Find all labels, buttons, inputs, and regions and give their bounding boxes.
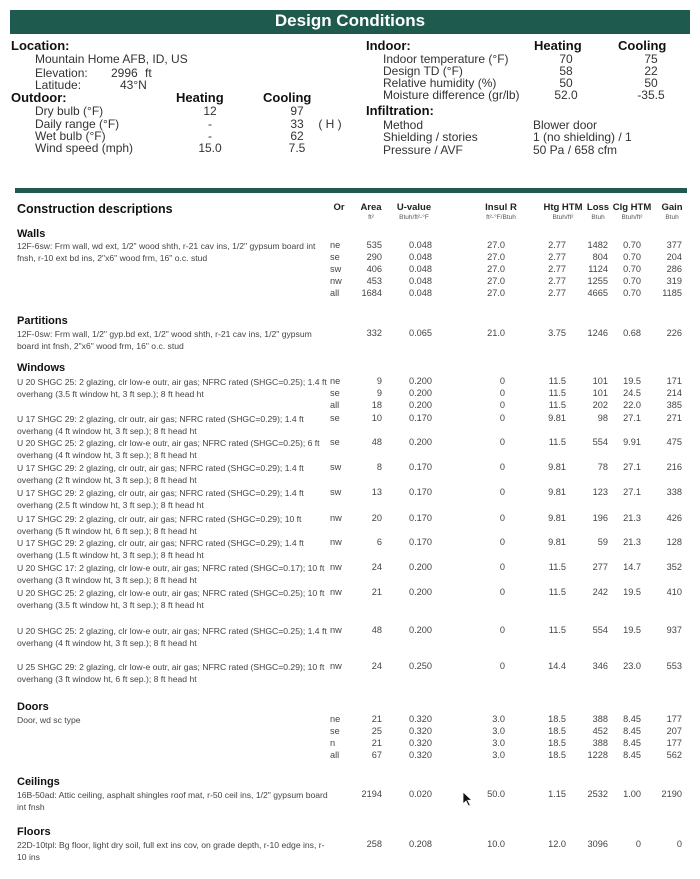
- area-cell: 9: [376, 376, 382, 386]
- u-cell: 0.170: [409, 462, 432, 472]
- section-heading: Floors: [17, 826, 51, 838]
- gain-cell: 214: [666, 388, 682, 398]
- col-uvalue: U-value: [396, 202, 432, 213]
- r-cell: 27.0: [487, 252, 505, 262]
- u-cell: 0.200: [409, 587, 432, 597]
- gain-cell: 2190: [661, 789, 682, 799]
- htg-cell: 9.81: [548, 513, 566, 523]
- u-cell: 0.048: [409, 276, 432, 286]
- orientation-cell: nw: [330, 537, 342, 547]
- outdoor-row-extra: ( H ): [318, 117, 342, 131]
- area-cell: 25: [371, 726, 382, 736]
- clg-cell: 23.0: [623, 661, 641, 671]
- outdoor-row-label: Dry bulb (°F): [35, 104, 104, 118]
- clg-cell: 27.1: [623, 413, 641, 423]
- u-cell: 0.200: [409, 400, 432, 410]
- clg-cell: 0.68: [623, 328, 641, 338]
- r-cell: 10.0: [487, 839, 505, 849]
- htg-cell: 12.0: [548, 839, 566, 849]
- htg-cell: 11.5: [548, 388, 566, 398]
- area-cell: 290: [366, 252, 382, 262]
- elevation-value: 2996: [111, 66, 138, 80]
- r-cell: 21.0: [487, 328, 505, 338]
- clg-cell: 19.5: [623, 376, 641, 386]
- gain-cell: 426: [666, 513, 682, 523]
- gain-cell: 204: [666, 252, 682, 262]
- loss-cell: 554: [592, 437, 608, 447]
- elevation-label: Elevation:: [35, 66, 88, 80]
- clg-cell: 1.00: [623, 789, 641, 799]
- loss-cell: 123: [592, 487, 608, 497]
- outdoor-row-heating: 15.0: [198, 141, 222, 155]
- loss-cell: 202: [592, 400, 608, 410]
- gain-cell: 216: [666, 462, 682, 472]
- gain-cell: 0: [676, 839, 682, 849]
- loss-cell: 59: [597, 537, 608, 547]
- area-cell: 6: [376, 537, 382, 547]
- loss-cell: 1228: [587, 750, 608, 760]
- orientation-cell: ne: [330, 714, 341, 724]
- orientation-cell: nw: [330, 587, 342, 597]
- htg-cell: 11.5: [548, 587, 566, 597]
- u-cell: 0.320: [409, 714, 432, 724]
- outdoor-col-cooling: Cooling: [263, 90, 312, 105]
- area-cell: 258: [366, 839, 382, 849]
- htg-cell: 2.77: [548, 240, 566, 250]
- outdoor-row-label: Daily range (°F): [35, 117, 120, 131]
- u-cell: 0.065: [409, 328, 432, 338]
- orientation-cell: all: [330, 288, 340, 298]
- col-insul-unit: ft²-°F/Btuh: [486, 214, 516, 221]
- r-cell: 0: [499, 661, 505, 671]
- htg-cell: 2.77: [548, 276, 566, 286]
- indoor-row-heating: 70: [559, 52, 573, 66]
- loss-cell: 388: [592, 738, 608, 748]
- u-cell: 0.200: [409, 562, 432, 572]
- htg-cell: 2.77: [548, 264, 566, 274]
- loss-cell: 346: [592, 661, 608, 671]
- loss-cell: 242: [592, 587, 608, 597]
- gain-cell: 553: [666, 661, 682, 671]
- outdoor-row-cooling: 7.5: [288, 141, 306, 155]
- u-cell: 0.320: [409, 726, 432, 736]
- u-cell: 0.170: [409, 513, 432, 523]
- htg-cell: 1.15: [548, 789, 566, 799]
- r-cell: 27.0: [487, 276, 505, 286]
- outdoor-row-cooling: 97: [290, 104, 304, 118]
- section-divider: [15, 188, 687, 193]
- orientation-cell: nw: [330, 562, 342, 572]
- r-cell: 27.0: [487, 288, 505, 298]
- area-cell: 20: [371, 513, 382, 523]
- infiltration-heading: Infiltration:: [366, 103, 434, 118]
- clg-cell: 0.70: [623, 288, 641, 298]
- u-cell: 0.320: [409, 738, 432, 748]
- u-cell: 0.048: [409, 288, 432, 298]
- loss-cell: 1482: [587, 240, 608, 250]
- u-cell: 0.048: [409, 264, 432, 274]
- clg-cell: 21.3: [623, 513, 641, 523]
- construction-description: U 17 SHGC 29: 2 glazing, clr outr, air gas; NFRC rated (SHGC=0.29); 10 ft overhang (5 ft window ht, 6 ft sep.); 8 ft head ht: [17, 514, 302, 536]
- htg-cell: 9.81: [548, 537, 566, 547]
- latitude-label: Latitude:: [35, 78, 82, 92]
- outdoor-row-heating: -: [208, 129, 212, 143]
- area-cell: 332: [366, 328, 382, 338]
- clg-cell: 27.1: [623, 487, 641, 497]
- gain-cell: 286: [666, 264, 682, 274]
- indoor-col-cooling: Cooling: [618, 38, 667, 53]
- clg-cell: 14.7: [623, 562, 641, 572]
- htg-cell: 2.77: [548, 252, 566, 262]
- gain-cell: 271: [666, 413, 682, 423]
- col-clg: Clg HTM: [612, 202, 652, 213]
- u-cell: 0.170: [409, 487, 432, 497]
- area-cell: 13: [371, 487, 382, 497]
- loss-cell: 3096: [587, 839, 608, 849]
- loss-cell: 101: [592, 376, 608, 386]
- r-cell: 0: [499, 462, 505, 472]
- gain-cell: 338: [666, 487, 682, 497]
- htg-cell: 9.81: [548, 487, 566, 497]
- construction-description: Door, wd sc type: [17, 715, 81, 725]
- htg-cell: 11.5: [548, 376, 566, 386]
- infiltration-row-label: Method: [383, 118, 424, 132]
- clg-cell: 8.45: [623, 714, 641, 724]
- construction-title: Construction descriptions: [17, 202, 173, 216]
- gain-cell: 319: [666, 276, 682, 286]
- clg-cell: 21.3: [623, 537, 641, 547]
- u-cell: 0.320: [409, 750, 432, 760]
- u-cell: 0.048: [409, 240, 432, 250]
- area-cell: 24: [371, 562, 382, 572]
- construction-description: U 17 SHGC 29: 2 glazing, clr outr, air gas; NFRC rated (SHGC=0.29); 1.4 ft overhang (1.5 ft window ht, 3 ft sep.); 8 ft head ht: [17, 538, 304, 560]
- clg-cell: 19.5: [623, 587, 641, 597]
- construction-description: U 17 SHGC 29: 2 glazing, clr outr, air gas; NFRC rated (SHGC=0.29); 1.4 ft overhang (4 ft window ht, 3 ft sep.); 8 ft head ht: [17, 414, 304, 436]
- construction-description: 22D-10tpl: Bg floor, light dry soil, full ext ins cov, on grade depth, r-10 edge ins, r-10 ins: [17, 840, 325, 862]
- col-loss: Loss: [586, 202, 610, 213]
- area-cell: 9: [376, 388, 382, 398]
- section-heading: Doors: [17, 701, 49, 713]
- u-cell: 0.208: [409, 839, 432, 849]
- construction-description: U 20 SHGC 25: 2 glazing, clr low-e outr, air gas; NFRC rated (SHGC=0.25); 1.4 ft overhang (4 ft window ht, 3 ft sep.); 8 ft head ht: [17, 626, 327, 648]
- area-cell: 453: [366, 276, 382, 286]
- gain-cell: 385: [666, 400, 682, 410]
- section-heading: Partitions: [17, 315, 68, 327]
- indoor-row-cooling: 75: [644, 52, 658, 66]
- indoor-col-heating: Heating: [534, 38, 582, 53]
- indoor-row-label: Indoor temperature (°F): [383, 52, 509, 66]
- construction-description: U 20 SHGC 17: 2 glazing, clr low-e outr, air gas; NFRC rated (SHGC=0.17); 10 ft overhang (3 ft window ht, 3 ft sep.); 8 ft head ht: [17, 563, 325, 585]
- clg-cell: 8.45: [623, 750, 641, 760]
- mouse-cursor-icon: [462, 791, 474, 807]
- r-cell: 0: [499, 625, 505, 635]
- construction-description: 12F-0sw: Frm wall, 1/2" gyp.bd ext, 1/2" wood shth, r-21 cav ins, 1/2" gypsum board int fnsh, 2"x6" wood frm, 16" o.c. stud: [17, 329, 312, 351]
- gain-cell: 475: [666, 437, 682, 447]
- clg-cell: 0.70: [623, 276, 641, 286]
- col-or: Or: [333, 202, 345, 213]
- indoor-row-label: Relative humidity (%): [383, 76, 497, 90]
- col-htg: Htg HTM: [543, 202, 583, 213]
- htg-cell: 9.81: [548, 462, 566, 472]
- gain-cell: 177: [666, 738, 682, 748]
- area-cell: 48: [371, 437, 382, 447]
- orientation-cell: se: [330, 388, 340, 398]
- r-cell: 27.0: [487, 264, 505, 274]
- htg-cell: 11.5: [548, 625, 566, 635]
- r-cell: 0: [499, 388, 505, 398]
- gain-cell: 1185: [662, 288, 682, 298]
- orientation-cell: se: [330, 252, 340, 262]
- htg-cell: 3.75: [548, 328, 566, 338]
- location-heading: Location:: [11, 38, 70, 53]
- orientation-cell: nw: [330, 625, 342, 635]
- construction-description: U 20 SHGC 25: 2 glazing, clr low-e outr, air gas; NFRC rated (SHGC=0.25); 1.4 ft overhang (3.5 ft window ht, 3 ft sep.); 8 ft head ht: [17, 377, 327, 399]
- orientation-cell: nw: [330, 276, 342, 286]
- clg-cell: 0.70: [623, 252, 641, 262]
- orientation-cell: sw: [330, 264, 342, 274]
- htg-cell: 11.5: [548, 562, 566, 572]
- col-area: Area: [360, 202, 382, 213]
- area-cell: 24: [371, 661, 382, 671]
- page-title: Design Conditions: [274, 11, 426, 30]
- outdoor-row-heating: -: [208, 117, 212, 131]
- u-cell: 0.200: [409, 437, 432, 447]
- loss-cell: 196: [592, 513, 608, 523]
- r-cell: 50.0: [487, 789, 505, 799]
- orientation-cell: n: [330, 738, 336, 748]
- r-cell: 27.0: [487, 240, 505, 250]
- infiltration-row-value: 1 (no shielding) / 1: [533, 130, 632, 144]
- htg-cell: 2.77: [548, 288, 566, 298]
- indoor-row-label: Moisture difference (gr/lb): [383, 88, 520, 102]
- r-cell: 0: [499, 487, 505, 497]
- construction-description: U 20 SHGC 25: 2 glazing, clr low-e outr, air gas; NFRC rated (SHGC=0.25); 6 ft overhang (4 ft window ht, 3 ft sep.); 8 ft head ht: [17, 438, 320, 460]
- r-cell: 3.0: [492, 738, 505, 748]
- area-cell: 48: [371, 625, 382, 635]
- u-cell: 0.020: [409, 789, 432, 799]
- indoor-row-heating: 52.0: [554, 88, 578, 102]
- orientation-cell: nw: [330, 513, 342, 523]
- htg-cell: 18.5: [548, 714, 566, 724]
- construction-description: U 17 SHGC 29: 2 glazing, clr outr, air gas; NFRC rated (SHGC=0.29); 1.4 ft overhang (2 ft window ht, 3 ft sep.); 8 ft head ht: [17, 463, 304, 485]
- orientation-cell: all: [330, 400, 340, 410]
- r-cell: 3.0: [492, 714, 505, 724]
- u-cell: 0.170: [409, 537, 432, 547]
- loss-cell: 554: [592, 625, 608, 635]
- r-cell: 0: [499, 537, 505, 547]
- outdoor-row-label: Wet bulb (°F): [35, 129, 106, 143]
- orientation-cell: nw: [330, 661, 342, 671]
- gain-cell: 410: [666, 587, 682, 597]
- r-cell: 3.0: [492, 726, 505, 736]
- orientation-cell: se: [330, 437, 340, 447]
- gain-cell: 352: [666, 562, 682, 572]
- area-cell: 2194: [361, 789, 382, 799]
- u-cell: 0.048: [409, 252, 432, 262]
- indoor-row-cooling: 22: [644, 64, 658, 78]
- area-cell: 21: [371, 587, 382, 597]
- orientation-cell: sw: [330, 462, 342, 472]
- col-area-unit: ft²: [368, 214, 374, 221]
- r-cell: 0: [499, 513, 505, 523]
- orientation-cell: se: [330, 726, 340, 736]
- elevation-unit: ft: [145, 66, 152, 80]
- htg-cell: 18.5: [548, 750, 566, 760]
- orientation-cell: all: [330, 750, 340, 760]
- gain-cell: 177: [666, 714, 682, 724]
- location-place: Mountain Home AFB, ID, US: [35, 52, 188, 66]
- loss-cell: 78: [597, 462, 608, 472]
- r-cell: 0: [499, 413, 505, 423]
- outdoor-row-cooling: 33: [290, 117, 304, 131]
- gain-cell: 226: [666, 328, 682, 338]
- r-cell: 0: [499, 437, 505, 447]
- area-cell: 21: [371, 714, 382, 724]
- col-gain: Gain: [661, 202, 683, 213]
- loss-cell: 804: [592, 252, 608, 262]
- construction-description: U 25 SHGC 29: 2 glazing, clr low-e outr, air gas; NFRC rated (SHGC=0.29); 10 ft overhang (3 ft window ht, 6 ft sep.); 8 ft head ht: [17, 662, 325, 684]
- infiltration-row-value: Blower door: [533, 118, 598, 132]
- htg-cell: 9.81: [548, 413, 566, 423]
- col-uvalue-unit: Btuh/ft²-°F: [399, 214, 429, 221]
- gain-cell: 171: [666, 376, 682, 386]
- section-heading: Walls: [17, 228, 46, 240]
- loss-cell: 452: [592, 726, 608, 736]
- area-cell: 67: [371, 750, 382, 760]
- clg-cell: 27.1: [623, 462, 641, 472]
- area-cell: 1684: [361, 288, 382, 298]
- clg-cell: 22.0: [623, 400, 641, 410]
- gain-cell: 207: [666, 726, 682, 736]
- outdoor-heading: Outdoor:: [11, 90, 67, 105]
- clg-cell: 9.91: [623, 437, 641, 447]
- outdoor-col-heating: Heating: [176, 90, 224, 105]
- r-cell: 3.0: [492, 750, 505, 760]
- indoor-row-cooling: -35.5: [637, 88, 665, 102]
- gain-cell: 937: [666, 625, 682, 635]
- construction-description: U 17 SHGC 29: 2 glazing, clr outr, air gas; NFRC rated (SHGC=0.29); 1.4 ft overhang (2.5 ft window ht, 3 ft sep.); 8 ft head ht: [17, 488, 304, 510]
- clg-cell: 24.5: [623, 388, 641, 398]
- loss-cell: 98: [597, 413, 608, 423]
- area-cell: 10: [371, 413, 382, 423]
- outdoor-row-cooling: 62: [290, 129, 304, 143]
- col-loss-unit: Btuh: [591, 214, 605, 221]
- u-cell: 0.200: [409, 388, 432, 398]
- area-cell: 535: [366, 240, 382, 250]
- clg-cell: 0.70: [623, 264, 641, 274]
- r-cell: 0: [499, 400, 505, 410]
- area-cell: 8: [376, 462, 382, 472]
- indoor-row-heating: 58: [559, 64, 573, 78]
- r-cell: 0: [499, 376, 505, 386]
- indoor-row-heating: 50: [559, 76, 573, 90]
- orientation-cell: ne: [330, 240, 341, 250]
- orientation-cell: sw: [330, 487, 342, 497]
- u-cell: 0.200: [409, 376, 432, 386]
- loss-cell: 4665: [587, 288, 608, 298]
- area-cell: 406: [366, 264, 382, 274]
- gain-cell: 377: [666, 240, 682, 250]
- col-insul: Insul R: [485, 202, 517, 213]
- u-cell: 0.170: [409, 413, 432, 423]
- outdoor-row-heating: 12: [203, 104, 217, 118]
- section-heading: Ceilings: [17, 776, 60, 788]
- infiltration-row-label: Shielding / stories: [383, 130, 478, 144]
- gain-cell: 562: [666, 750, 682, 760]
- clg-cell: 8.45: [623, 738, 641, 748]
- orientation-cell: ne: [330, 376, 341, 386]
- clg-cell: 0: [635, 839, 641, 849]
- loss-cell: 1246: [587, 328, 608, 338]
- u-cell: 0.200: [409, 625, 432, 635]
- section-heading: Windows: [17, 362, 66, 374]
- construction-description: U 20 SHGC 25: 2 glazing, clr low-e outr, air gas; NFRC rated (SHGC=0.25); 10 ft overhang (3.5 ft window ht, 3 ft sep.); 8 ft head ht: [17, 588, 325, 610]
- infiltration-row-label: Pressure / AVF: [383, 143, 463, 157]
- infiltration-row-value: 50 Pa / 658 cfm: [533, 143, 618, 157]
- col-gain-unit: Btuh: [665, 214, 679, 221]
- col-htg-unit: Btuh/ft²: [552, 214, 574, 221]
- indoor-row-cooling: 50: [644, 76, 658, 90]
- clg-cell: 19.5: [623, 625, 641, 635]
- htg-cell: 18.5: [548, 726, 566, 736]
- construction-description: 12F-6sw: Frm wall, wd ext, 1/2" wood shth, r-21 cav ins, 1/2" gypsum board int fnsh, r-10 ext bd ins, 2"x6" wood frm, 16" o.c. stud: [17, 241, 316, 263]
- indoor-heading: Indoor:: [366, 38, 411, 53]
- orientation-cell: se: [330, 413, 340, 423]
- loss-cell: 1124: [588, 264, 608, 274]
- latitude-value: 43°N: [120, 78, 147, 92]
- htg-cell: 18.5: [548, 738, 566, 748]
- loss-cell: 388: [592, 714, 608, 724]
- loss-cell: 2532: [587, 789, 608, 799]
- r-cell: 0: [499, 587, 505, 597]
- u-cell: 0.250: [409, 661, 432, 671]
- indoor-row-label: Design TD (°F): [383, 64, 463, 78]
- gain-cell: 128: [666, 537, 682, 547]
- construction-description: 16B-50ad: Attic ceiling, asphalt shingles roof mat, r-50 ceil ins, 1/2" gypsum board int fnsh: [17, 790, 328, 812]
- area-cell: 18: [371, 400, 382, 410]
- loss-cell: 277: [592, 562, 608, 572]
- area-cell: 21: [371, 738, 382, 748]
- loss-cell: 101: [592, 388, 608, 398]
- clg-cell: 0.70: [623, 240, 641, 250]
- htg-cell: 14.4: [548, 661, 566, 671]
- clg-cell: 8.45: [623, 726, 641, 736]
- htg-cell: 11.5: [548, 400, 566, 410]
- col-clg-unit: Btuh/ft²: [621, 214, 643, 221]
- loss-cell: 1255: [587, 276, 608, 286]
- htg-cell: 11.5: [548, 437, 566, 447]
- r-cell: 0: [499, 562, 505, 572]
- outdoor-row-label: Wind speed (mph): [35, 141, 134, 155]
